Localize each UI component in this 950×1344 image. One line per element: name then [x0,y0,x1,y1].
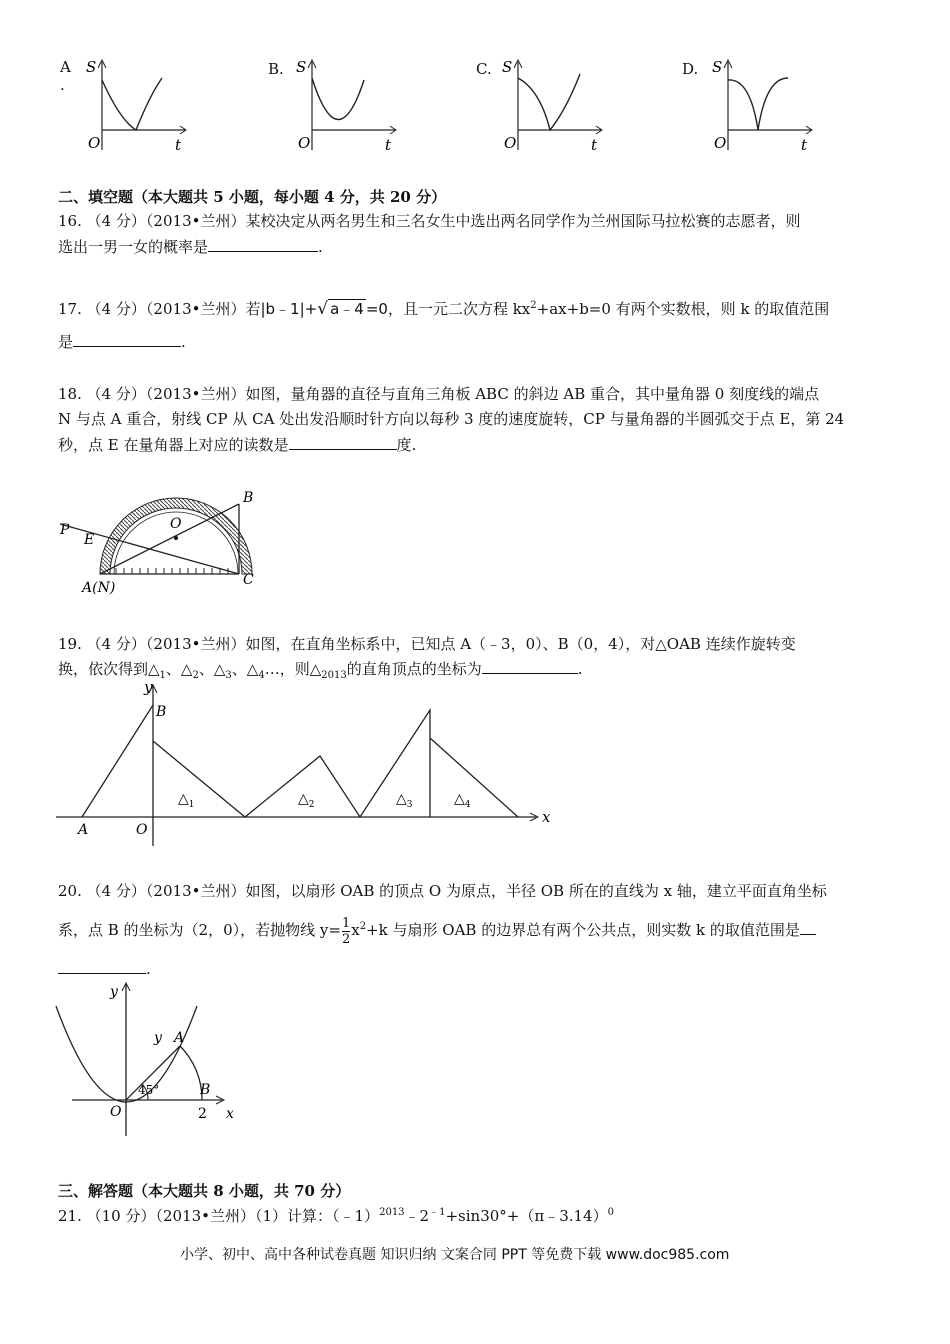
axis-s-label: S [296,58,307,76]
q17-line1 [58,293,829,322]
q20-fraction [342,916,350,947]
label-an: A(N) [82,580,116,596]
q19-mid: …，则△ [264,660,322,678]
axis-y-label: y [144,678,153,696]
q17-eq: =0 [365,300,388,318]
q18-line1: 18. （4 分）（2013•兰州）如图，量角器的直径与直角三角板 ABC 的斜边 AB 重合，其中量角器 0 刻度线的端点 [58,385,820,403]
q19-sub2: 2 [192,670,199,681]
q20-line1: 20. （4 分）（2013•兰州）如图，以扇形 OAB 的顶点 O 为原点，半径 OB 所在的直线为 x 轴，建立平面直角坐标 [58,882,827,900]
q17-radicand: a﹣4 [330,300,364,318]
q20-frac-den: 2 [341,931,351,947]
label-a: A [174,1030,185,1046]
q20-frac-num: 1 [341,915,351,931]
q21-text-b: ﹣2 [404,1207,430,1225]
angle-label: 45° [138,1083,160,1097]
q18-line2: N 与点 A 重合，射线 CP 从 CA 处出发沿顺时针方向以每秒 3 度的速度旋转，CP 与量角器的半圆弧交于点 E，第 24 [58,410,845,428]
label-p: P [60,522,70,538]
q20-sup: 2 [359,921,367,932]
q21-sup3: 0 [607,1207,614,1218]
axis-x-label: x [542,808,551,826]
q17-prefix: 17. （4 分）（2013•兰州）若 [58,300,261,318]
q19-sub2013: 2013 [321,670,347,681]
axis-y-label: y [154,1030,162,1046]
q19-sep1: 、△ [165,660,193,678]
q19-sub1: 1 [159,670,166,681]
axis-t-label: t [591,136,598,154]
q17-period: . [181,333,186,351]
q17-line2-text: 是 [58,333,74,351]
q19-answer-blank[interactable] [482,657,578,674]
option-d-label: D. [682,60,699,78]
q20-answer-blank[interactable] [58,957,146,974]
q18-answer-blank[interactable] [289,433,397,450]
q19-line1: 19. （4 分）（2013•兰州）如图，在直角坐标系中，已知点 A（﹣3，0）、B（0，4），对△OAB 连续作旋转变 [58,635,796,653]
axis-t-label: t [385,136,392,154]
label-b: B [243,490,254,506]
q17-plus: + [304,300,318,318]
q16-answer-blank[interactable] [208,235,318,252]
axis-x-label: x [226,1106,234,1122]
origin-label: O [88,134,101,152]
label-a: A [78,822,89,838]
q20-period: . [146,960,151,978]
q20-x: x [351,921,360,939]
q17-mid: ，且一元二次方程 kx [387,300,531,318]
option-c-graph [496,50,608,160]
option-a-label: A . [60,58,71,94]
label-2: 2 [198,1106,207,1122]
q20-text-b: +k 与扇形 OAB 的边界总有两个公共点，则实数 k 的取值范围是 [366,921,800,939]
label-b: B [156,704,167,720]
axis-s-label: S [86,58,97,76]
tri4-label: $\triangle_4$ [454,791,471,810]
q18-line3-text: 秒，点 E 在量角器上对应的读数是 [58,436,289,454]
q18-unit: 度. [396,436,417,454]
q20-answer-blank-start[interactable] [800,918,816,935]
axis-t-label: t [801,136,808,154]
origin-label: O [504,134,517,152]
q17-line2 [58,329,186,355]
q19-figure [52,676,562,850]
q19-sub4: 4 [258,670,265,681]
origin-label: O [714,134,727,152]
q21-text-c: +sin30°+（π﹣3.14） [445,1207,608,1225]
section-2-title: 二、填空题（本大题共 5 小题，每小题 4 分，共 20 分） [58,188,447,206]
axis-t-label: t [175,136,182,154]
label-o: O [110,1104,122,1120]
q16-period: . [318,238,323,256]
label-c: C [243,572,254,588]
q17-abs: |b﹣1| [260,300,305,318]
q16-line2-text: 选出一男一女的概率是 [58,238,209,256]
axis-s-label: S [712,58,723,76]
tri3-label: $\triangle_3$ [396,791,413,810]
label-o: O [170,516,182,532]
option-c-label: C. [476,60,492,78]
q20-figure [52,978,252,1148]
tri2-label: $\triangle_2$ [298,791,315,810]
q17-post: +ax+b=0 有两个实数根，则 k 的取值范围 [536,300,830,318]
q19-text-a: 换，依次得到△ [58,660,160,678]
triangle-labels [178,791,471,810]
q19-period: . [577,660,583,678]
label-e: E [84,532,95,548]
section-3-title: 三、解答题（本大题共 8 小题，共 70 分） [58,1182,351,1200]
option-a-graph [80,50,192,160]
tri1-label: $\triangle_1$ [178,791,195,810]
origin-label: O [298,134,311,152]
q20-line2 [58,914,816,947]
option-b-label: B. [268,60,284,78]
q17-sup: 2 [530,300,537,311]
q16-line2 [58,234,323,260]
label-b: B [200,1082,211,1098]
q19-sub3: 3 [225,670,232,681]
q19-sep3: 、△ [231,660,259,678]
option-b-graph [290,50,402,160]
q17-expression [260,300,387,318]
q19-text-b: 的直角顶点的坐标为 [346,660,482,678]
q21-sup2: ﹣1 [429,1207,446,1218]
q16-line1: 16. （4 分）（2013•兰州）某校决定从两名男生和三名女生中选出两名同学作为兰州国际马拉松赛的志愿者，则 [58,212,801,230]
axis-s-label: S [502,58,513,76]
q17-answer-blank[interactable] [73,330,181,347]
label-o: O [136,822,148,838]
q20-text-a: 系，点 B 的坐标为（2，0），若抛物线 y= [58,921,341,939]
q21-text-a: 21. （10 分）（2013•兰州）（1）计算：（﹣1） [58,1207,380,1225]
q21-line1 [58,1200,614,1229]
q21-sup1: 2013 [379,1207,405,1218]
q18-figure [52,448,272,600]
axis-y-label-main: y [110,984,118,1000]
q19-sep2: 、△ [198,660,226,678]
option-d-graph [706,50,818,160]
footer-text: 小学、初中、高中各种试卷真题 知识归纳 文案合同 PPT 等免费下载 www.doc985.com [180,1247,730,1263]
sqrt-symbol: √ [317,299,329,319]
